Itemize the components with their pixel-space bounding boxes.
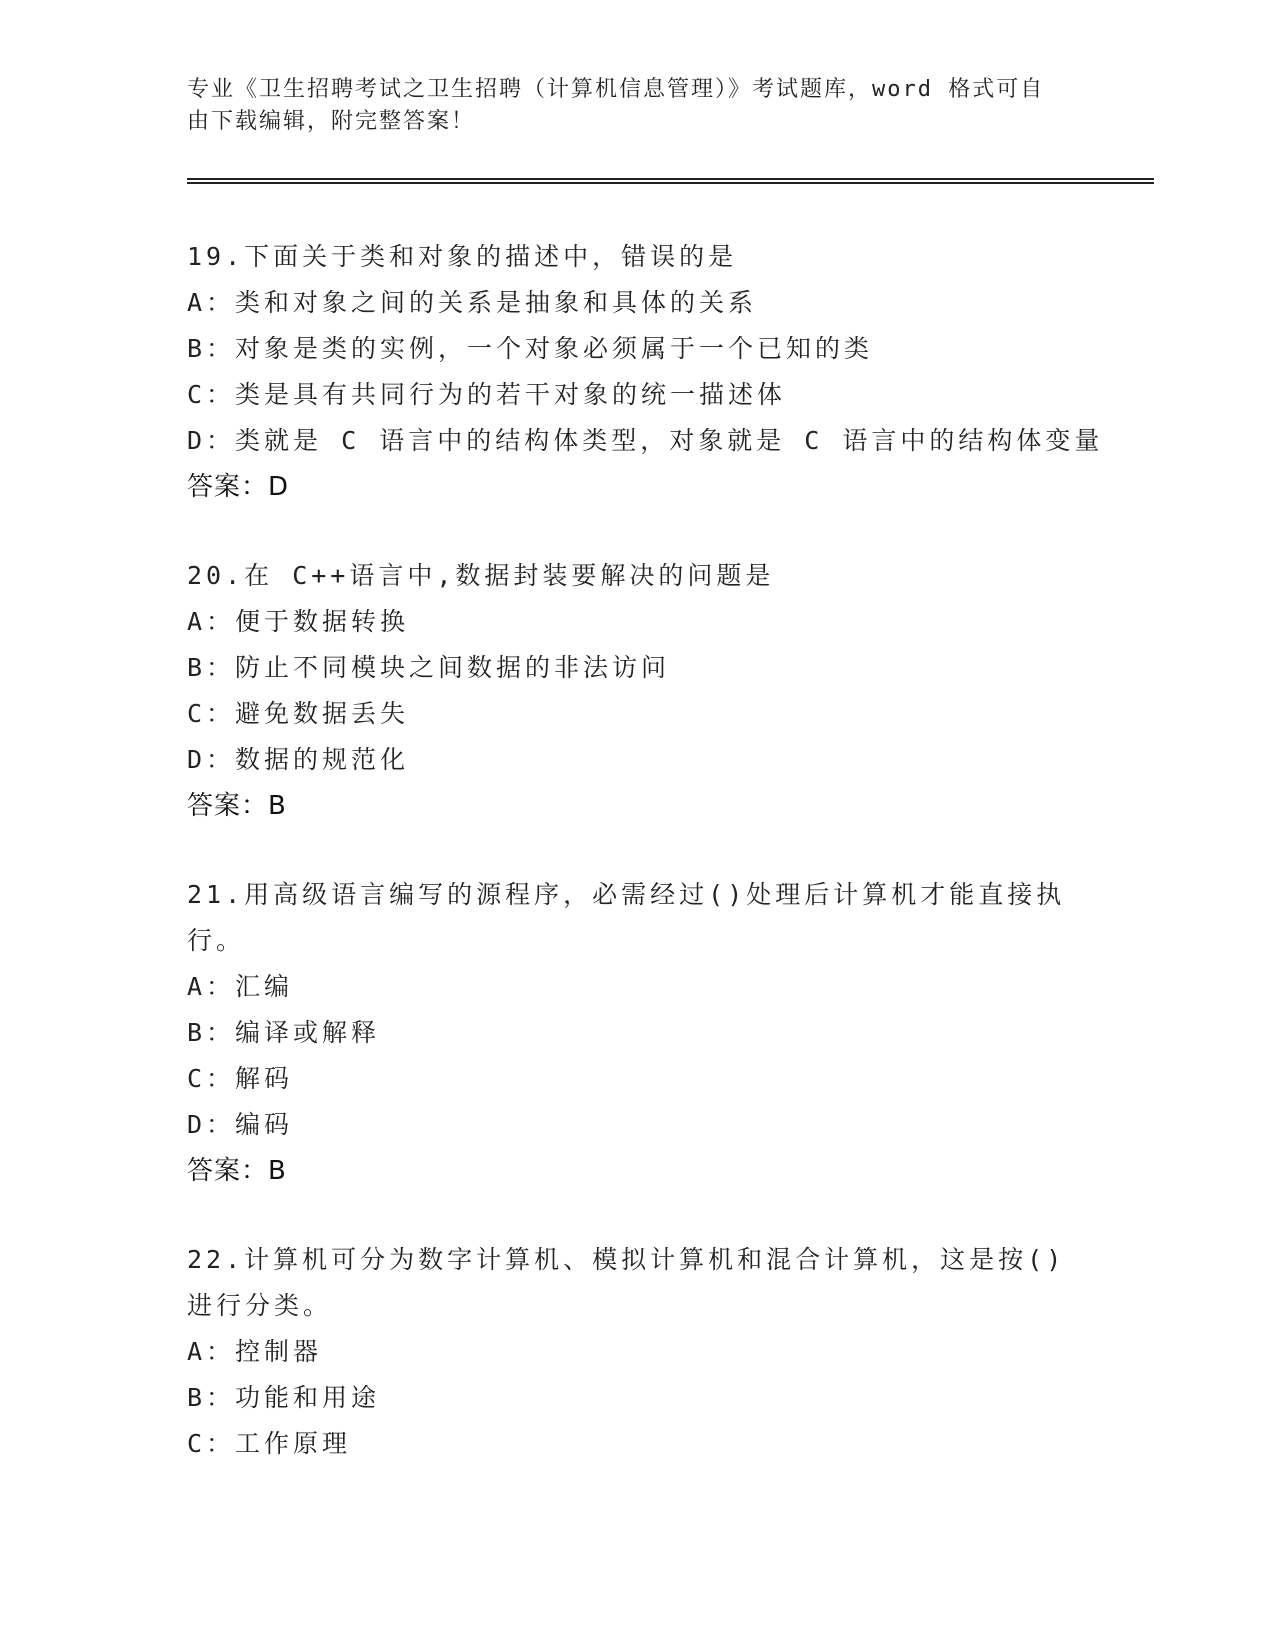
document-header: 专业《卫生招聘考试之卫生招聘（计算机信息管理）》考试题库，word 格式可自由下载编辑，附完整答案！ — [187, 77, 1045, 134]
question-stem: 21.用高级语言编写的源程序，必需经过()处理后计算机才能直接执行。 — [187, 880, 1066, 955]
question-20 — [187, 553, 1077, 829]
answer-line: 答案：B — [187, 791, 287, 821]
option-b: B：防止不同模块之间数据的非法访问 — [187, 653, 671, 682]
question-stem: 20.在 C++语言中,数据封装要解决的问题是 — [187, 561, 775, 590]
question-19 — [187, 234, 1104, 510]
answer-line: 答案：D — [187, 472, 290, 502]
option-c: C：解码 — [187, 1064, 294, 1093]
option-a: A：类和对象之间的关系是抽象和具体的关系 — [187, 288, 758, 317]
option-c: C：避免数据丢失 — [187, 699, 410, 728]
question-list — [187, 234, 1104, 1510]
option-c: C：工作原理 — [187, 1429, 352, 1458]
header-double-rule — [187, 178, 1154, 184]
question-stem: 22.计算机可分为数字计算机、模拟计算机和混合计算机，这是按()进行分类。 — [187, 1245, 1066, 1320]
option-a: A：便于数据转换 — [187, 607, 410, 636]
option-c: C：类是具有共同行为的若干对象的统一描述体 — [187, 380, 787, 409]
option-a: A：汇编 — [187, 972, 294, 1001]
option-b: B：对象是类的实例，一个对象必须属于一个已知的类 — [187, 334, 874, 363]
option-b: B：功能和用途 — [187, 1383, 381, 1412]
option-a: A：控制器 — [187, 1337, 323, 1366]
option-b: B：编译或解释 — [187, 1018, 381, 1047]
answer-line: 答案：B — [187, 1156, 287, 1186]
question-stem: 19.下面关于类和对象的描述中，错误的是 — [187, 242, 738, 271]
option-d: D：类就是 C 语言中的结构体类型，对象就是 C 语言中的结构体变量 — [187, 426, 1104, 455]
option-d: D：数据的规范化 — [187, 745, 410, 774]
option-d: D：编码 — [187, 1110, 294, 1139]
question-22 — [187, 1237, 1077, 1467]
question-21 — [187, 872, 1077, 1194]
